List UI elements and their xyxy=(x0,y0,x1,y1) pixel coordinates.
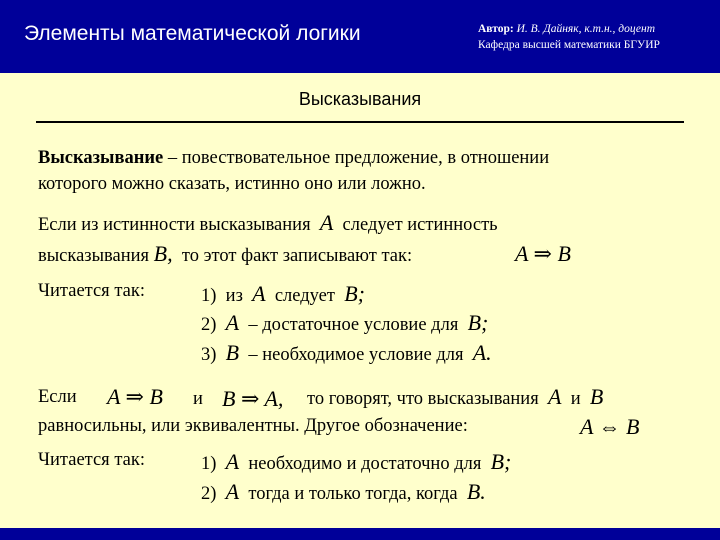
equiv-formula-2: B ⇒ A, xyxy=(222,386,284,411)
equiv-text-1 xyxy=(307,385,603,411)
item-number: 1) xyxy=(201,286,217,306)
definition-line-2: которого можно сказать, истинно оно или ложно. xyxy=(38,174,426,194)
author-label: Автор: xyxy=(478,23,514,35)
equiv-and: и xyxy=(193,389,203,409)
equiv-if: Если xyxy=(38,387,77,407)
implication-text-d: то этот факт записывают так: xyxy=(181,246,413,266)
item-text: следует xyxy=(274,286,335,306)
definition-term: Высказывание xyxy=(38,148,164,168)
reading1-item-3 xyxy=(201,341,492,367)
equiv-formula-1: A ⇒ B xyxy=(107,384,163,409)
author-info xyxy=(478,21,660,53)
implication-text-b: следует истинность xyxy=(342,215,498,235)
item-var: B; xyxy=(467,310,489,335)
item-text: необходимо и достаточно для xyxy=(248,454,482,474)
item-number: 2) xyxy=(201,315,217,335)
var-b: B xyxy=(589,384,604,409)
equiv-line-2: равносильны, или эквивалентны. Другое обозначение: xyxy=(38,416,468,436)
item-var: A xyxy=(225,310,240,335)
slide-subtitle: Высказывания xyxy=(298,89,422,109)
reading2-item-2 xyxy=(201,480,486,506)
reading1-item-2 xyxy=(201,311,488,337)
item-var: A xyxy=(225,479,240,504)
item-pre: из xyxy=(225,286,243,306)
reading-label-2: Читается так: xyxy=(38,450,145,470)
implication-formula: A ⇒ B xyxy=(515,241,571,266)
header-title: Элементы математической логики xyxy=(24,22,361,45)
item-number: 2) xyxy=(201,484,217,504)
definition-line-1 xyxy=(38,146,549,170)
item-var: B. xyxy=(466,479,486,504)
implication-text-c: высказывания xyxy=(38,246,150,266)
reading-label-1: Читается так: xyxy=(38,281,145,301)
subtitle-rule xyxy=(36,121,684,123)
item-var: B; xyxy=(490,449,512,474)
item-var: A xyxy=(225,449,240,474)
item-var: B xyxy=(225,340,240,365)
footer-bar xyxy=(0,528,720,540)
implication-text-a: Если из истинности высказывания xyxy=(38,215,311,235)
item-text: – необходимое условие для xyxy=(248,345,464,365)
equiv-formula-3: A ⇔ B xyxy=(580,414,640,439)
var-a: A xyxy=(319,210,334,235)
item-var: A. xyxy=(472,340,492,365)
item-text: – достаточное условие для xyxy=(248,315,459,335)
equiv-text: то говорят, что высказывания xyxy=(307,389,539,409)
reading1-item-1 xyxy=(201,282,365,308)
item-number: 3) xyxy=(201,345,217,365)
header-bar xyxy=(0,0,720,73)
item-var: B; xyxy=(344,281,365,306)
definition-rest: – повествовательное предложение, в отношении xyxy=(163,148,550,168)
implication-line-1 xyxy=(38,211,498,237)
reading2-item-1 xyxy=(201,450,511,476)
item-number: 1) xyxy=(201,454,217,474)
author-name: И. В. Дайняк, к.т.н., доцент xyxy=(516,23,656,35)
item-text: тогда и только тогда, когда xyxy=(248,484,458,504)
department: Кафедра высшей математики БГУИР xyxy=(478,39,660,51)
equiv-and-2: и xyxy=(570,389,581,409)
var-a: A xyxy=(547,384,562,409)
var-b: B, xyxy=(153,241,173,266)
item-var: A xyxy=(252,281,266,306)
implication-line-2 xyxy=(38,242,412,268)
